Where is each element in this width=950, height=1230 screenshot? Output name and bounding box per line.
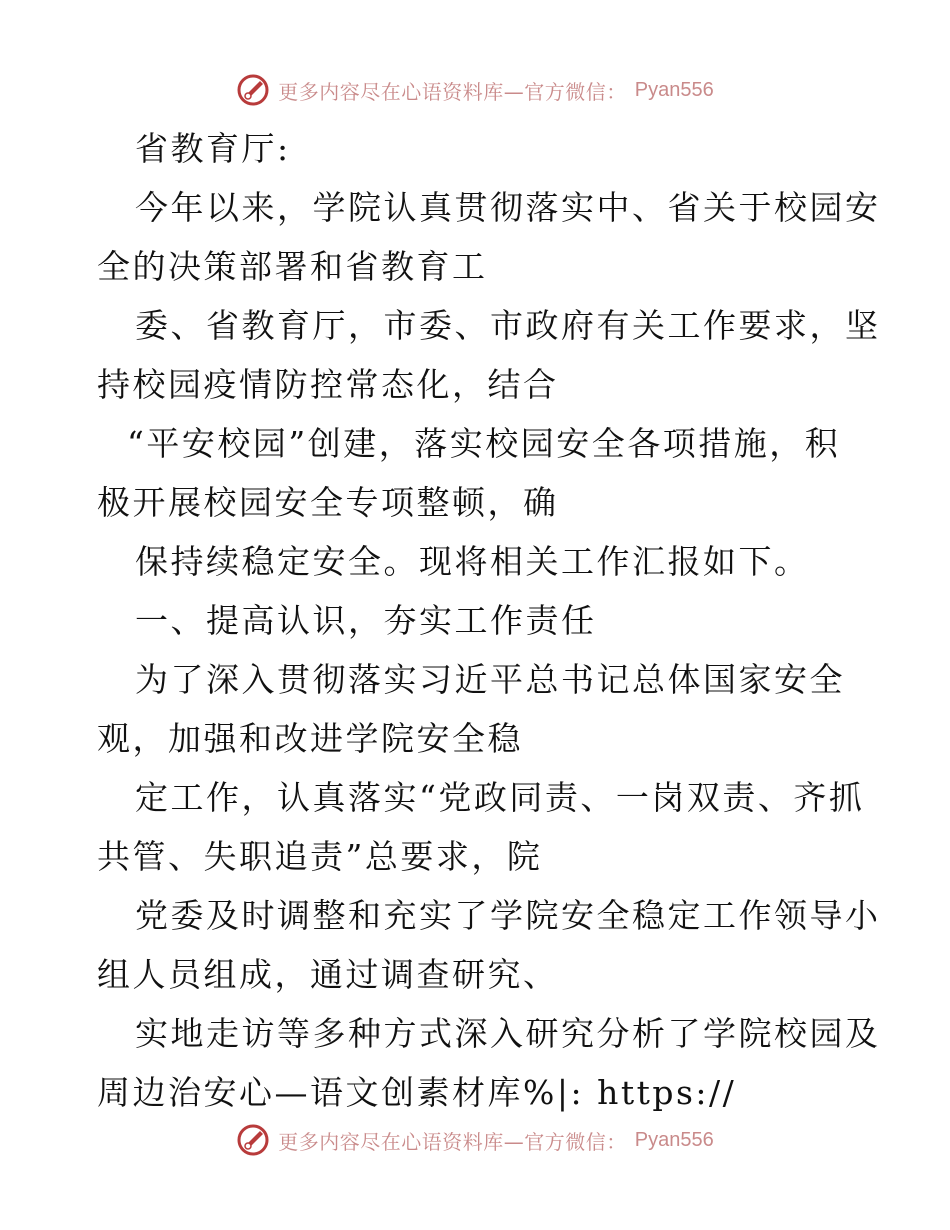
section-heading: 一、提高认识，夯实工作责任	[135, 601, 597, 640]
paragraph-line: 为了深入贯彻落实习近平总书记总体国家安全	[135, 660, 845, 699]
watermark-text: 更多内容尽在心语资料库—官方微信：	[278, 79, 627, 104]
paragraph-line: 周边治安心—语文创素材库%|: https://	[97, 1073, 737, 1112]
paragraph-line: 观，加强和改进学院安全稳	[97, 719, 523, 758]
watermark-handle: Pyan556	[634, 1128, 714, 1151]
paragraph-line: 今年以来，学院认真贯彻落实中、省关于校园安	[135, 188, 881, 227]
paragraph-line: 全的决策部署和省教育工	[97, 247, 488, 286]
paragraph-line: 极开展校园安全专项整顿，确	[97, 483, 559, 522]
document-body	[97, 119, 881, 1122]
paragraph-line: “平安校园”创建，落实校园安全各项措施，积	[127, 424, 841, 463]
paragraph-line: 保持续稳定安全。现将相关工作汇报如下。	[135, 542, 810, 581]
paragraph-line: 共管、失职追责”总要求，院	[97, 837, 543, 876]
paragraph-line: 实地走访等多种方式深入研究分析了学院校园及	[135, 1014, 881, 1053]
salutation: 省教育厅:	[135, 129, 291, 168]
watermark-logo-icon	[236, 73, 270, 107]
watermark-text: 更多内容尽在心语资料库—官方微信：	[278, 1129, 627, 1154]
paragraph-line: 持校园疫情防控常态化，结合	[97, 365, 559, 404]
paragraph-line: 委、省教育厅，市委、市政府有关工作要求，坚	[135, 306, 881, 345]
paragraph-line: 党委及时调整和充实了学院安全稳定工作领导小	[135, 896, 881, 935]
paragraph-line: 组人员组成，通过调查研究、	[97, 955, 559, 994]
paragraph-line: 定工作，认真落实“党政同责、一岗双责、齐抓	[135, 778, 865, 817]
watermark-logo-icon	[236, 1123, 270, 1157]
watermark-handle: Pyan556	[634, 78, 714, 101]
watermark-header	[0, 70, 950, 110]
watermark-footer	[0, 1120, 950, 1160]
